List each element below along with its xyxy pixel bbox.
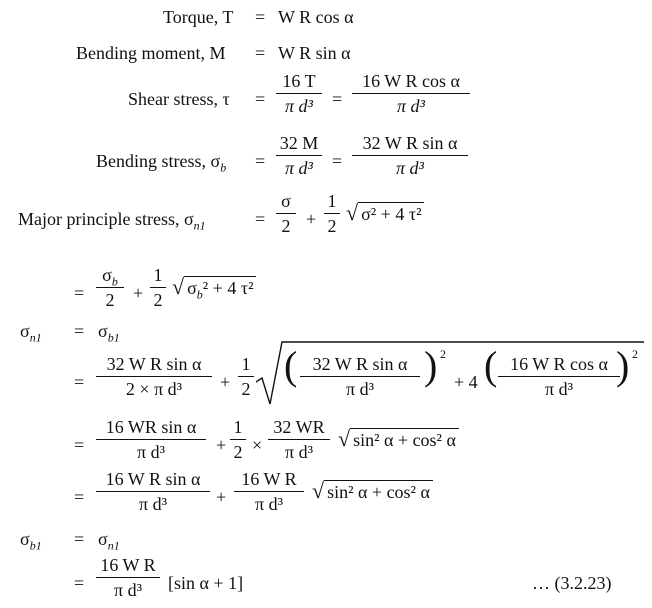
numerator: 32 M (276, 134, 322, 156)
bending-moment-label: Bending moment, M (76, 43, 226, 63)
denominator: 2 (281, 216, 291, 236)
numerator: 16 W R cos α (498, 355, 620, 377)
denominator: π d³ (285, 158, 313, 178)
fraction (230, 418, 246, 461)
denominator: 2 (327, 216, 337, 236)
plus-sign: + (133, 283, 144, 303)
right-paren: ) (616, 343, 630, 388)
equals-sign: = (74, 321, 85, 341)
radicand: σ² + 4 τ² (358, 202, 424, 223)
denominator: π d³ (346, 379, 374, 399)
bending-moment-expression: W R sin α (278, 43, 351, 63)
plus-sign: + (216, 487, 227, 507)
numerator: 1 (230, 418, 246, 440)
left-paren: ( (484, 343, 498, 388)
equals-sign: = (74, 487, 85, 507)
denominator: π d³ (255, 494, 283, 514)
equals-sign: = (74, 529, 85, 549)
denominator: π d³ (285, 442, 313, 462)
denominator: π d³ (139, 494, 167, 514)
plus-four: + 4 (454, 372, 478, 392)
radicand: $\sigma_b^2 + 4$ τ² (184, 276, 256, 297)
denominator: π d³ (396, 158, 424, 178)
major-principle-stress-label: Major principle stress, $\sigma_{n1}$ (18, 209, 206, 233)
equals-sign: = (255, 151, 266, 171)
torque-label: Torque, T (163, 7, 234, 27)
exponent: 2 (632, 347, 638, 361)
fraction (96, 418, 206, 461)
equation-number: … (3.2.23) (532, 573, 612, 593)
equals-sign: = (255, 43, 266, 63)
fraction (238, 355, 254, 398)
shear-stress-label: Shear stress, τ (128, 89, 230, 109)
square-root: √ sin² α + cos² α (338, 428, 459, 450)
numerator: 1 (238, 355, 254, 377)
square-root: √ σ² + 4 τ² (346, 202, 424, 224)
fraction (96, 355, 212, 398)
equals-sign: = (74, 372, 85, 392)
times-sign: × (252, 435, 263, 455)
denominator: π d³ (545, 379, 573, 399)
fraction (276, 134, 322, 177)
plus-sign: + (216, 435, 227, 455)
plus-sign: + (306, 209, 317, 229)
fraction (276, 72, 322, 115)
numerator: $\sigma_b$ (96, 266, 124, 288)
sigma-b1-rhs: $\sigma_{b1}$ (98, 321, 120, 345)
plus-sign: + (220, 372, 231, 392)
numerator: 32 WR (268, 418, 330, 440)
sigma-n1-lhs: $\sigma_{n1}$ (20, 321, 42, 345)
equals-sign: = (255, 7, 266, 27)
fraction (352, 134, 468, 177)
square-root: √ $\sigma_b^2 + 4$ τ² (172, 276, 256, 298)
denominator: 2 (233, 442, 243, 462)
left-paren: ( (284, 343, 298, 388)
radicand: sin² α + cos² α (350, 428, 459, 449)
equals-sign: = (255, 89, 266, 109)
denominator: π d³ (114, 580, 142, 600)
denominator: 2 (105, 290, 115, 310)
numerator: 1 (150, 266, 166, 288)
numerator: 16 W R (234, 470, 304, 492)
equals-sign: = (332, 151, 343, 171)
square-root: √ sin² α + cos² α (312, 480, 433, 502)
fraction (276, 192, 296, 235)
numerator: 16 T (276, 72, 322, 94)
fraction (96, 470, 210, 513)
exponent: 2 (440, 347, 446, 361)
fraction (498, 355, 620, 398)
fraction (324, 192, 340, 235)
numerator: σ (276, 192, 296, 214)
equals-sign: = (255, 209, 266, 229)
equals-sign: = (74, 435, 85, 455)
denominator: 2 (241, 379, 251, 399)
fraction (300, 355, 420, 398)
denominator: π d³ (285, 96, 313, 116)
equals-sign: = (332, 89, 343, 109)
fraction (268, 418, 330, 461)
fraction (96, 266, 124, 309)
denominator: 2 × π d³ (125, 379, 183, 399)
numerator: 16 W R cos α (352, 72, 470, 94)
torque-expression: W R cos α (278, 7, 354, 27)
fraction (150, 266, 166, 309)
sigma-b1-lhs: $\sigma_{b1}$ (20, 529, 42, 553)
equals-sign: = (74, 573, 85, 593)
bracket-expression: [sin α + 1] (168, 573, 244, 593)
denominator: π d³ (137, 442, 165, 462)
numerator: 16 WR sin α (96, 418, 206, 440)
numerator: 1 (324, 192, 340, 214)
numerator: 32 W R sin α (300, 355, 420, 377)
denominator: π d³ (397, 96, 425, 116)
numerator: 32 W R sin α (352, 134, 468, 156)
right-paren: ) (424, 343, 438, 388)
numerator: 16 W R sin α (96, 470, 210, 492)
numerator: 16 W R (96, 556, 160, 578)
sigma-n1-rhs: $\sigma_{n1}$ (98, 529, 120, 553)
numerator: 32 W R sin α (96, 355, 212, 377)
equals-sign: = (74, 283, 85, 303)
bending-stress-label: Bending stress, $\sigma_b$ (96, 151, 227, 175)
radicand: sin² α + cos² α (324, 480, 433, 501)
fraction (96, 556, 160, 599)
fraction (352, 72, 470, 115)
denominator: 2 (153, 290, 163, 310)
fraction (234, 470, 304, 513)
